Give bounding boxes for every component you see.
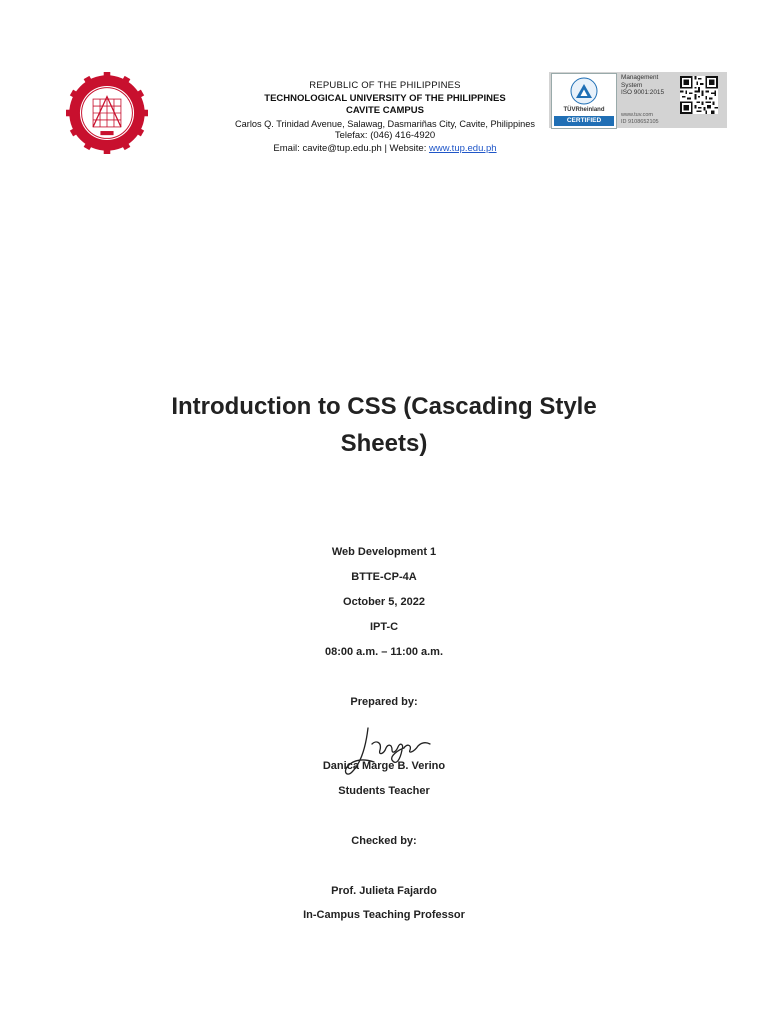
campus-name: CAVITE CAMPUS [346, 105, 424, 116]
date: October 5, 2022 [343, 596, 425, 608]
iso-certification-badge [549, 72, 727, 128]
checked-by-label: Checked by: [351, 835, 417, 847]
section-code: BTTE-CP-4A [351, 571, 417, 583]
tuv-logo [551, 73, 617, 129]
time: 08:00 a.m. – 11:00 a.m. [324, 646, 444, 658]
title-line-1: Introduction to CSS (Cascading Style [171, 393, 597, 420]
qr-code-icon [680, 76, 718, 114]
certification-web [621, 112, 659, 125]
course-name: Web Development 1 [331, 546, 437, 558]
contact-line [200, 143, 570, 156]
certified-label: CERTIFIED [554, 116, 614, 126]
prepared-by-label: Prepared by: [350, 696, 418, 708]
preparer-role: Students Teacher [338, 785, 430, 797]
iso-standard: ISO 9001:2015 [621, 89, 664, 96]
tuv-website: www.tuv.com [621, 112, 653, 118]
checker-role: In-Campus Teaching Professor [303, 909, 465, 921]
address: Carlos Q. Trinidad Avenue, Salawag, Dasmariñas City, Cavite, Philippines [235, 118, 535, 129]
document-title [100, 388, 668, 462]
checker-name: Prof. Julieta Fajardo [331, 885, 437, 897]
certificate-id: ID 9108652105 [621, 118, 659, 125]
website-link[interactable]: www.tup.edu.ph [428, 142, 497, 154]
email-text: Email: cavite@tup.edu.ph | Website: [273, 142, 429, 154]
university-name: TECHNOLOGICAL UNIVERSITY OF THE PHILIPPINES [264, 92, 506, 104]
university-seal-icon [66, 72, 148, 154]
tuv-brand: TÜVRheinland [563, 107, 605, 113]
country-line: REPUBLIC OF THE PHILIPPINES [309, 80, 461, 91]
preparer-name: Danica Marge B. Verino [322, 760, 446, 772]
management-system-text [621, 74, 664, 97]
title-line-2: Sheets) [340, 430, 428, 457]
tuv-triangle-icon [552, 76, 616, 108]
room: IPT-C [369, 621, 399, 633]
telefax: Telefax: (046) 416-4920 [334, 130, 436, 141]
mgmt-line-1: Management [621, 74, 659, 81]
letterhead [200, 80, 570, 155]
mgmt-line-2: System [621, 81, 643, 89]
